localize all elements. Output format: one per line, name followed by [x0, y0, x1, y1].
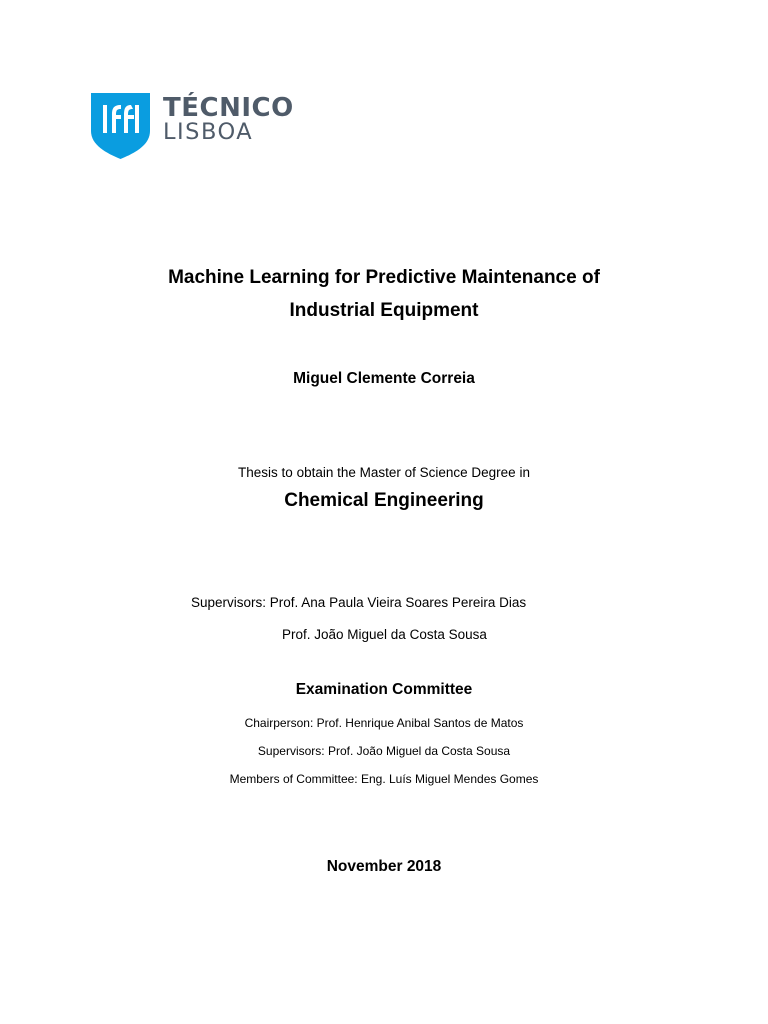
institution-logo [91, 93, 294, 163]
thesis-date: November 2018 [326, 858, 442, 875]
logo-text-tecnico: TÉCNICO [163, 93, 294, 123]
thesis-title [0, 261, 768, 327]
committee-supervisors: Supervisors: Prof. João Miguel da Costa Sousa [257, 744, 511, 758]
supervisors-line-1: Supervisors: Prof. Ana Paula Vieira Soares Pereira Dias [191, 595, 527, 610]
shield-logo-icon [91, 93, 150, 159]
author-name: Miguel Clemente Correia [293, 370, 475, 387]
committee-title: Examination Committee [295, 681, 473, 698]
thesis-title-line-2: Industrial Equipment [289, 300, 479, 321]
thesis-title-line-1: Machine Learning for Predictive Maintenance of [168, 267, 600, 288]
supervisors-line-2: Prof. João Miguel da Costa Sousa [282, 627, 487, 642]
degree-intro: Thesis to obtain the Master of Science Degree in [238, 465, 530, 480]
committee-members: Members of Committee: Eng. Luís Miguel Mendes Gomes [229, 772, 539, 786]
degree-name: Chemical Engineering [284, 490, 484, 511]
committee-chairperson: Chairperson: Prof. Henrique Anibal Santos de Matos [244, 716, 524, 730]
logo-text-lisboa: LISBOA [163, 119, 254, 145]
